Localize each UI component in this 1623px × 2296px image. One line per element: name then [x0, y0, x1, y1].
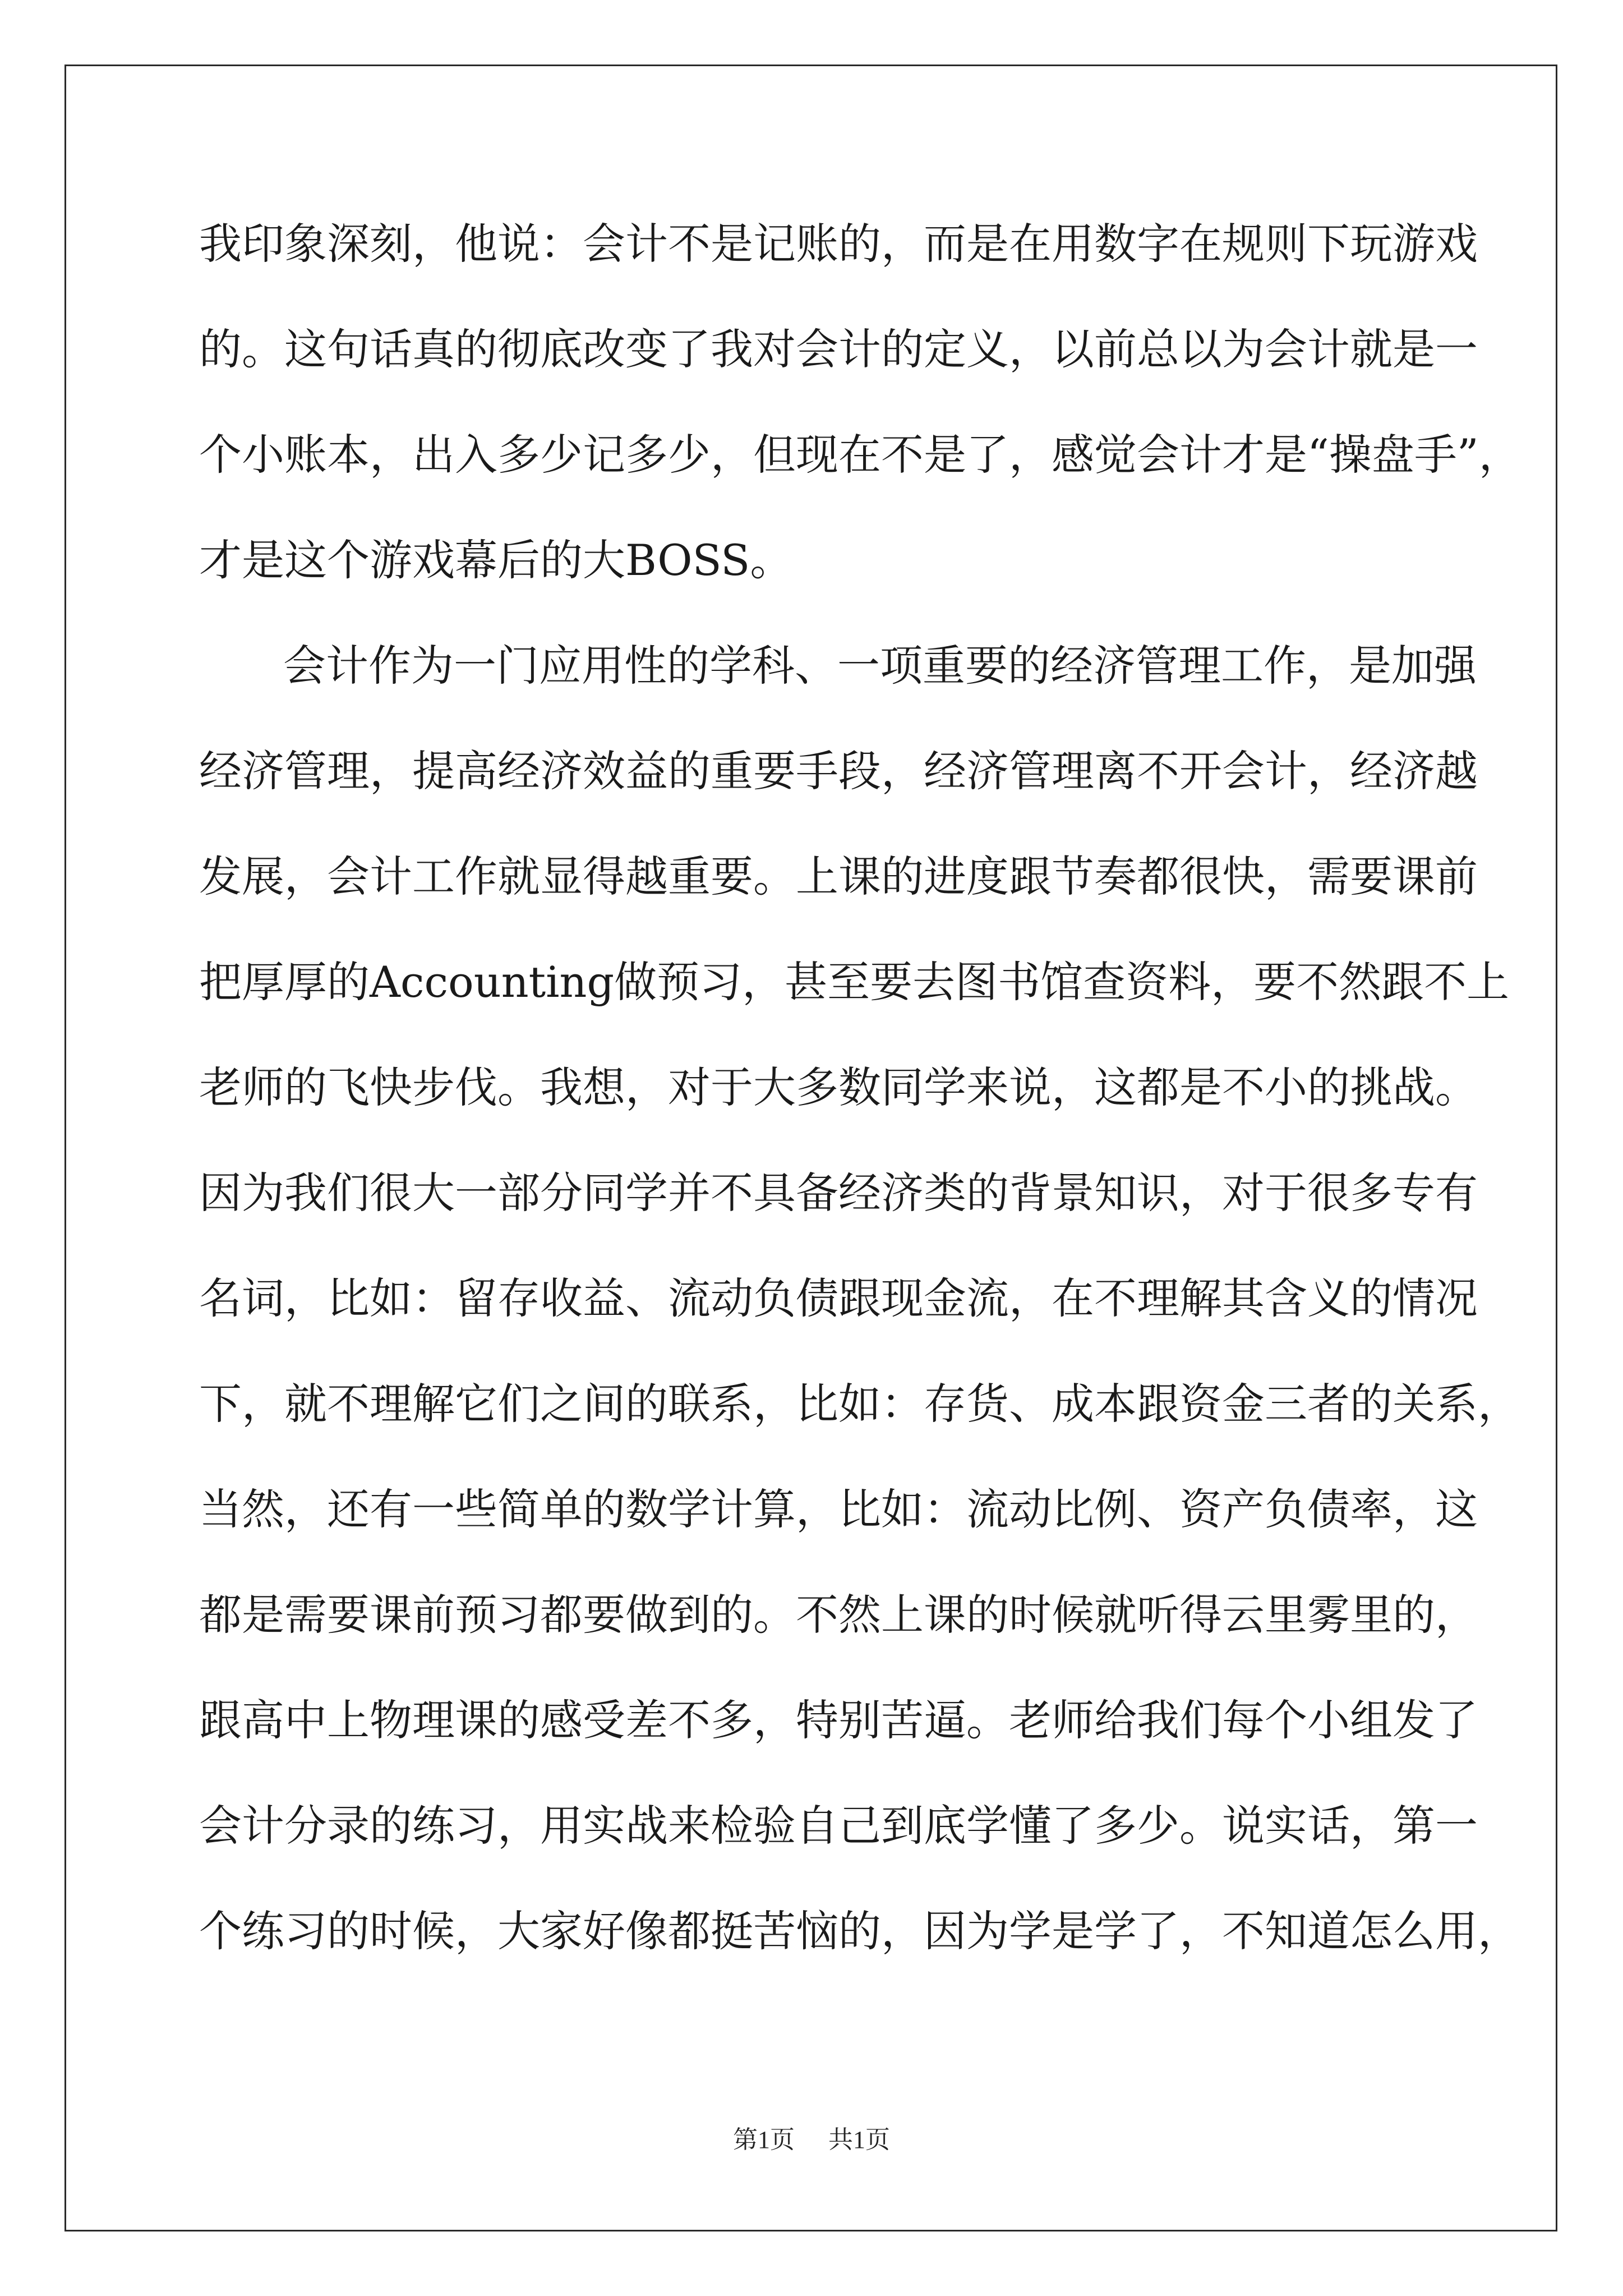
page-footer	[0, 2124, 1623, 2156]
text-line: 把厚厚的Accounting做预习，甚至要去图书馆查资料，要不然跟不上	[199, 957, 1510, 1007]
text-line: 我印象深刻，他说：会计不是记账的，而是在用数字在规则下玩游戏	[199, 219, 1478, 269]
text-line: 老师的飞快步伐。我想，对于大多数同学来说，这都是不小的挑战。	[199, 1062, 1478, 1112]
text-line: 经济管理，提高经济效益的重要手段，经济管理离不开会计，经济越	[199, 746, 1478, 796]
text-line: 名词，比如：留存收益、流动负债跟现金流，在不理解其含义的情况	[199, 1273, 1478, 1323]
text-line: 都是需要课前预习都要做到的。不然上课的时候就听得云里雾里的，	[199, 1590, 1478, 1640]
text-line: 的。这句话真的彻底改变了我对会计的定义，以前总以为会计就是一	[199, 324, 1478, 374]
page-total: 共1页	[828, 2126, 890, 2154]
document-body	[199, 218, 1521, 2010]
text-line: 才是这个游戏幕后的大BOSS。	[199, 535, 793, 585]
text-line: 当然，还有一些简单的数学计算，比如：流动比例、资产负债率，这	[199, 1484, 1478, 1534]
paragraph-first-line: 会计作为一门应用性的学科、一项重要的经济管理工作，是加强	[283, 641, 1477, 691]
text-line: 发展，会计工作就显得越重要。上课的进度跟节奏都很快，需要课前	[199, 852, 1478, 901]
text-line: 个小账本，出入多少记多少，但现在不是了，感觉会计才是“操盘手”，	[199, 430, 1521, 480]
page-number: 第1页	[733, 2126, 795, 2154]
text-line: 会计分录的练习，用实战来检验自己到底学懂了多少。说实话，第一	[199, 1801, 1478, 1851]
text-line: 下，就不理解它们之间的联系，比如：存货、成本跟资金三者的关系，	[199, 1379, 1520, 1429]
text-line: 跟高中上物理课的感受差不多，特别苦逼。老师给我们每个小组发了	[199, 1695, 1478, 1745]
text-line: 因为我们很大一部分同学并不具备经济类的背景知识，对于很多专有	[199, 1168, 1478, 1218]
text-line: 个练习的时候，大家好像都挺苦恼的，因为学是学了，不知道怎么用，	[199, 1906, 1520, 1956]
